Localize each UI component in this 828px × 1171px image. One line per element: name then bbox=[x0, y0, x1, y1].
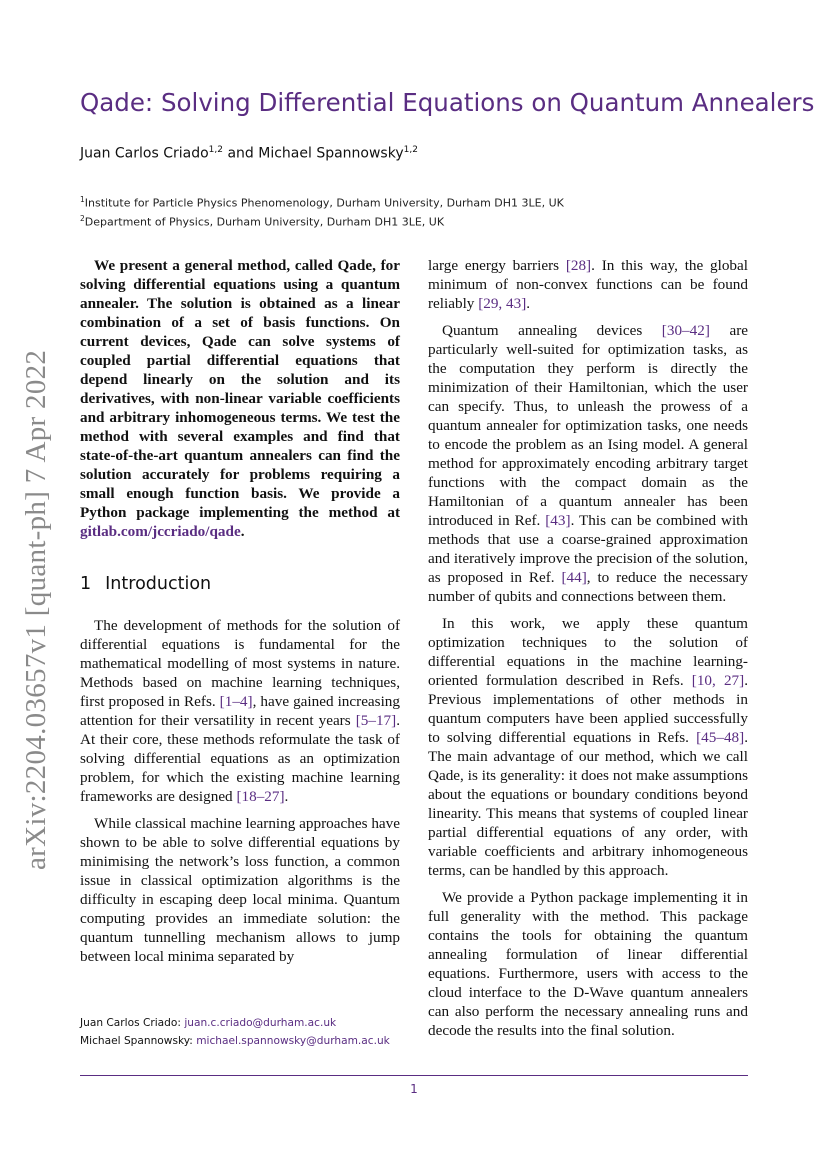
email-line bbox=[80, 1014, 390, 1032]
abstract-end: . bbox=[240, 523, 245, 540]
paragraph-text: are particularly well-suited for optimization tasks, as the computation they perform is directly the minimization of their Hamiltonian, which the user can specify. Thus, to unleash the prowess of a quantum annealer for optimization tasks, one needs to encode the problem as an Ising model. A general method for approximately encoding arbitrary target functions with the compact domain as the Hamiltonian of a quantum annealer has been introduced in Ref. bbox=[428, 322, 748, 529]
section-title: Introduction bbox=[105, 574, 212, 594]
email-author-name: Michael Spannowsky: bbox=[80, 1035, 193, 1047]
affiliation-marker: 2 bbox=[80, 214, 85, 223]
email-author-name: Juan Carlos Criado: bbox=[80, 1017, 181, 1029]
affiliation-text: Institute for Particle Physics Phenomenology, Durham University, Durham DH1 3LE, UK bbox=[84, 196, 564, 210]
author-name: Michael Spannowsky bbox=[258, 145, 404, 162]
affiliation-2 bbox=[80, 214, 444, 229]
author-affiliation-marker: 1,2 bbox=[403, 145, 418, 155]
package-link[interactable]: gitlab.com/jccriado/qade bbox=[80, 523, 241, 540]
author-list bbox=[80, 145, 418, 162]
citation-link[interactable]: [44] bbox=[561, 569, 587, 586]
body-paragraph bbox=[80, 814, 400, 966]
email-line bbox=[80, 1032, 390, 1050]
body-paragraph bbox=[428, 888, 748, 1040]
author-emails bbox=[80, 1014, 390, 1050]
affiliation-1 bbox=[80, 195, 564, 210]
affiliation-text: Department of Physics, Durham University, Durham DH1 3LE, UK bbox=[84, 215, 445, 229]
abstract bbox=[80, 256, 400, 541]
author-affiliation-marker: 1,2 bbox=[208, 145, 223, 155]
paragraph-text: . The main advantage of our method, which we call Qade, is its generality: it does not make assumptions about the equations or boundary conditions beyond linearity. This means that systems of coupled linear partial differential equations of any order, with variable coefficients and arbitrary inhomogeneous terms, can be handled by this approach. bbox=[428, 729, 748, 879]
citation-link[interactable]: [43] bbox=[545, 512, 571, 529]
citation-link[interactable]: [30–42] bbox=[661, 322, 710, 339]
paragraph-text: While classical machine learning approaches have shown to be able to solve differential equations by minimising the network’s loss function, a common issue in classical optimization algorithms is the difficulty in escaping deep local minima. Quantum computing provides an immediate solution: the quantum tunnelling mechanism allows to jump between local minima separated by bbox=[80, 815, 400, 965]
paragraph-text: The development of methods for the solution of differential equations is fundamental for the mathematical modelling of most systems in nature. Methods based on machine learning techniques, first proposed in Refs. bbox=[80, 617, 400, 710]
section-number: 1 bbox=[80, 574, 92, 594]
paragraph-text: . This can be combined with methods that use a coarse-grained approximation and iteratively improve the precision of the solution, as proposed in Ref. bbox=[428, 512, 748, 586]
paragraph-text: Quantum annealing devices bbox=[442, 322, 662, 339]
affiliation-marker: 1 bbox=[80, 195, 85, 204]
left-column bbox=[80, 256, 400, 974]
body-paragraph bbox=[80, 616, 400, 806]
paragraph-text: In this work, we apply these quantum optimization techniques to the solution of differential equations in the machine learning-oriented formulation described in Refs. bbox=[428, 615, 748, 689]
paragraph-text: . bbox=[526, 295, 531, 312]
abstract-text: We present a general method, called Qade, for solving differential equations using a quantum annealer. The solution is obtained as a linear combination of a set of basis functions. On current devices, Qade can solve systems of coupled partial differential equations that depend linearly on the solution and its derivatives, with non-linear variable coefficients and arbitrary inhomogeneous terms. We test the method with several examples and find that state-of-the-art quantum annealers can find the solution accurately for problems requiring a small enough function basis. We provide a Python package implementing the method at bbox=[80, 257, 400, 521]
email-link[interactable]: michael.spannowsky@durham.ac.uk bbox=[196, 1035, 390, 1047]
arxiv-identifier-stamp: arXiv:2204.03657v1 [quant-ph] 7 Apr 2022 bbox=[20, 349, 52, 870]
authors-conjunction: and bbox=[227, 145, 254, 162]
paragraph-text: We provide a Python package implementing it in full generality with the method. This package contains the tools for obtaining the quantum annealing formulation of linear differential equations. Furthermore, users with access to the cloud interface to the D-Wave quantum annealers can also perform the necessary annealing runs and decode the results into the final solution. bbox=[428, 889, 748, 1039]
right-column bbox=[428, 256, 748, 1048]
paragraph-text: , to reduce the necessary number of qubits and connections between them. bbox=[428, 569, 748, 605]
email-link[interactable]: juan.c.criado@durham.ac.uk bbox=[184, 1017, 337, 1029]
citation-link[interactable]: [5–17] bbox=[355, 712, 397, 729]
author-name: Juan Carlos Criado bbox=[80, 145, 209, 162]
right-body-text bbox=[428, 256, 748, 1040]
paragraph-text: . Previous implementations of other methods in quantum computers have been applied successfully to solving differential equations in Refs. bbox=[428, 672, 748, 746]
paragraph-text: large energy barriers bbox=[428, 257, 566, 274]
footer-divider bbox=[80, 1075, 748, 1076]
paragraph-text: . In this way, the global minimum of non-convex functions can be found reliably bbox=[428, 257, 748, 312]
body-paragraph bbox=[428, 321, 748, 606]
paper-title: Qade: Solving Differential Equations on Quantum Annealers bbox=[80, 88, 815, 117]
citation-link[interactable]: [1–4] bbox=[219, 693, 253, 710]
paragraph-text: . At their core, these methods reformulate the task of solving differential equations as an optimization problem, for which the existing machine learning frameworks are designed bbox=[80, 712, 400, 805]
citation-link[interactable]: [45–48] bbox=[696, 729, 745, 746]
body-paragraph bbox=[428, 614, 748, 880]
paragraph-text: , have gained increasing attention for their versatility in recent years bbox=[80, 693, 400, 729]
left-body-text bbox=[80, 616, 400, 966]
section-heading-introduction bbox=[80, 575, 400, 594]
citation-link[interactable]: [28] bbox=[565, 257, 592, 274]
page-number: 1 bbox=[410, 1082, 418, 1096]
citation-link[interactable]: [29, 43] bbox=[478, 295, 527, 312]
body-paragraph bbox=[428, 256, 748, 313]
citation-link[interactable]: [18–27] bbox=[236, 788, 285, 805]
paragraph-text: . bbox=[284, 788, 289, 805]
citation-link[interactable]: [10, 27] bbox=[691, 672, 745, 689]
